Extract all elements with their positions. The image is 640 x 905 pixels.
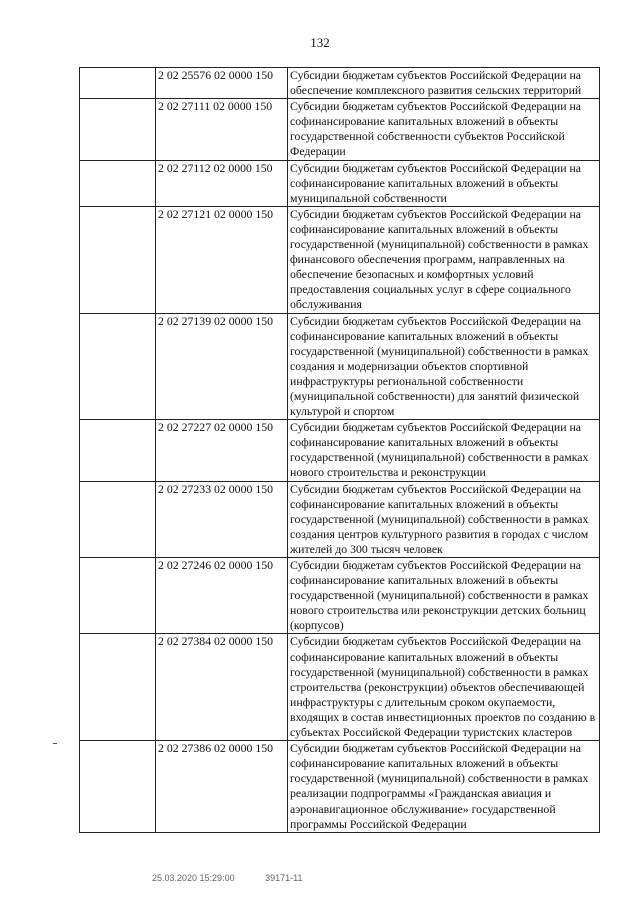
row-description: Субсидии бюджетам субъектов Российской Федерации на софинансирование капитальных вложений в объекты государственной (муниципальной) собственности в рамках финансового обеспечения программ, направленных на обеспечение безопасных и комфортных условий предоставления социальных услуг в сфере социального обслуживания bbox=[288, 206, 600, 313]
table-row bbox=[80, 68, 600, 99]
table-row bbox=[80, 558, 600, 634]
row-code: 2 02 27386 02 0000 150 bbox=[156, 741, 288, 833]
row-empty-cell bbox=[80, 481, 156, 557]
table-body bbox=[80, 68, 600, 833]
table-row bbox=[80, 206, 600, 313]
row-description: Субсидии бюджетам субъектов Российской Федерации на софинансирование капитальных вложений в объекты государственной (муниципальной) собственности в рамках создания и модернизации объектов спортивной инфраструктуры региональной собственности (муниципальной собственности) для занятий физической культурой и спортом bbox=[288, 313, 600, 420]
row-empty-cell bbox=[80, 313, 156, 420]
row-empty-cell bbox=[80, 558, 156, 634]
footer-timestamp: 25.03.2020 15:29:00 bbox=[152, 873, 235, 883]
row-description: Субсидии бюджетам субъектов Российской Федерации на софинансирование капитальных вложений в объекты муниципальной собственности bbox=[288, 160, 600, 206]
table-row bbox=[80, 481, 600, 557]
page-number: 132 bbox=[310, 35, 330, 50]
table-row bbox=[80, 634, 600, 741]
row-code: 2 02 25576 02 0000 150 bbox=[156, 68, 288, 99]
footer-doc-id: 39171-11 bbox=[265, 873, 303, 883]
row-code: 2 02 27246 02 0000 150 bbox=[156, 558, 288, 634]
row-code: 2 02 27111 02 0000 150 bbox=[156, 99, 288, 160]
table-row bbox=[80, 741, 600, 833]
row-code: 2 02 27384 02 0000 150 bbox=[156, 634, 288, 741]
row-empty-cell bbox=[80, 68, 156, 99]
row-code: 2 02 27139 02 0000 150 bbox=[156, 313, 288, 420]
row-description: Субсидии бюджетам субъектов Российской Федерации на обеспечение комплексного развития сельских территорий bbox=[288, 68, 600, 99]
table-row bbox=[80, 160, 600, 206]
row-code: 2 02 27227 02 0000 150 bbox=[156, 420, 288, 481]
table-row bbox=[80, 313, 600, 420]
row-description: Субсидии бюджетам субъектов Российской Федерации на софинансирование капитальных вложений в объекты государственной (муниципальной) собственности в рамках реализации подпрограммы «Гражданская авиация и аэронавигационное обслуживание» государственной программы Российской Федерации bbox=[288, 741, 600, 833]
row-code: 2 02 27121 02 0000 150 bbox=[156, 206, 288, 313]
table-row bbox=[80, 420, 600, 481]
row-empty-cell bbox=[80, 206, 156, 313]
row-description: Субсидии бюджетам субъектов Российской Федерации на софинансирование капитальных вложений в объекты государственной (муниципальной) собственности в рамках нового строительства или реконструкции детских больниц (корпусов) bbox=[288, 558, 600, 634]
row-description: Субсидии бюджетам субъектов Российской Федерации на софинансирование капитальных вложений в объекты государственной собственности субъектов Российской Федерации bbox=[288, 99, 600, 160]
row-code: 2 02 27112 02 0000 150 bbox=[156, 160, 288, 206]
row-empty-cell bbox=[80, 420, 156, 481]
margin-mark bbox=[53, 743, 57, 744]
row-description: Субсидии бюджетам субъектов Российской Федерации на софинансирование капитальных вложений в объекты государственной (муниципальной) собственности в рамках строительства (реконструкции) объектов обеспечивающей инфраструктуры с длительным сроком окупаемости, входящих в состав инвестиционных проектов по созданию в субъектах Российской Федерации туристских кластеров bbox=[288, 634, 600, 741]
row-empty-cell bbox=[80, 741, 156, 833]
table-row bbox=[80, 99, 600, 160]
row-empty-cell bbox=[80, 99, 156, 160]
row-description: Субсидии бюджетам субъектов Российской Федерации на софинансирование капитальных вложений в объекты государственной (муниципальной) собственности в рамках создания центров культурного развития в городах с числом жителей до 300 тысяч человек bbox=[288, 481, 600, 557]
row-description: Субсидии бюджетам субъектов Российской Федерации на софинансирование капитальных вложений в объекты государственной (муниципальной) собственности в рамках нового строительства и реконструкции bbox=[288, 420, 600, 481]
row-empty-cell bbox=[80, 634, 156, 741]
row-code: 2 02 27233 02 0000 150 bbox=[156, 481, 288, 557]
row-empty-cell bbox=[80, 160, 156, 206]
footer bbox=[152, 873, 330, 883]
classification-table bbox=[79, 67, 600, 833]
